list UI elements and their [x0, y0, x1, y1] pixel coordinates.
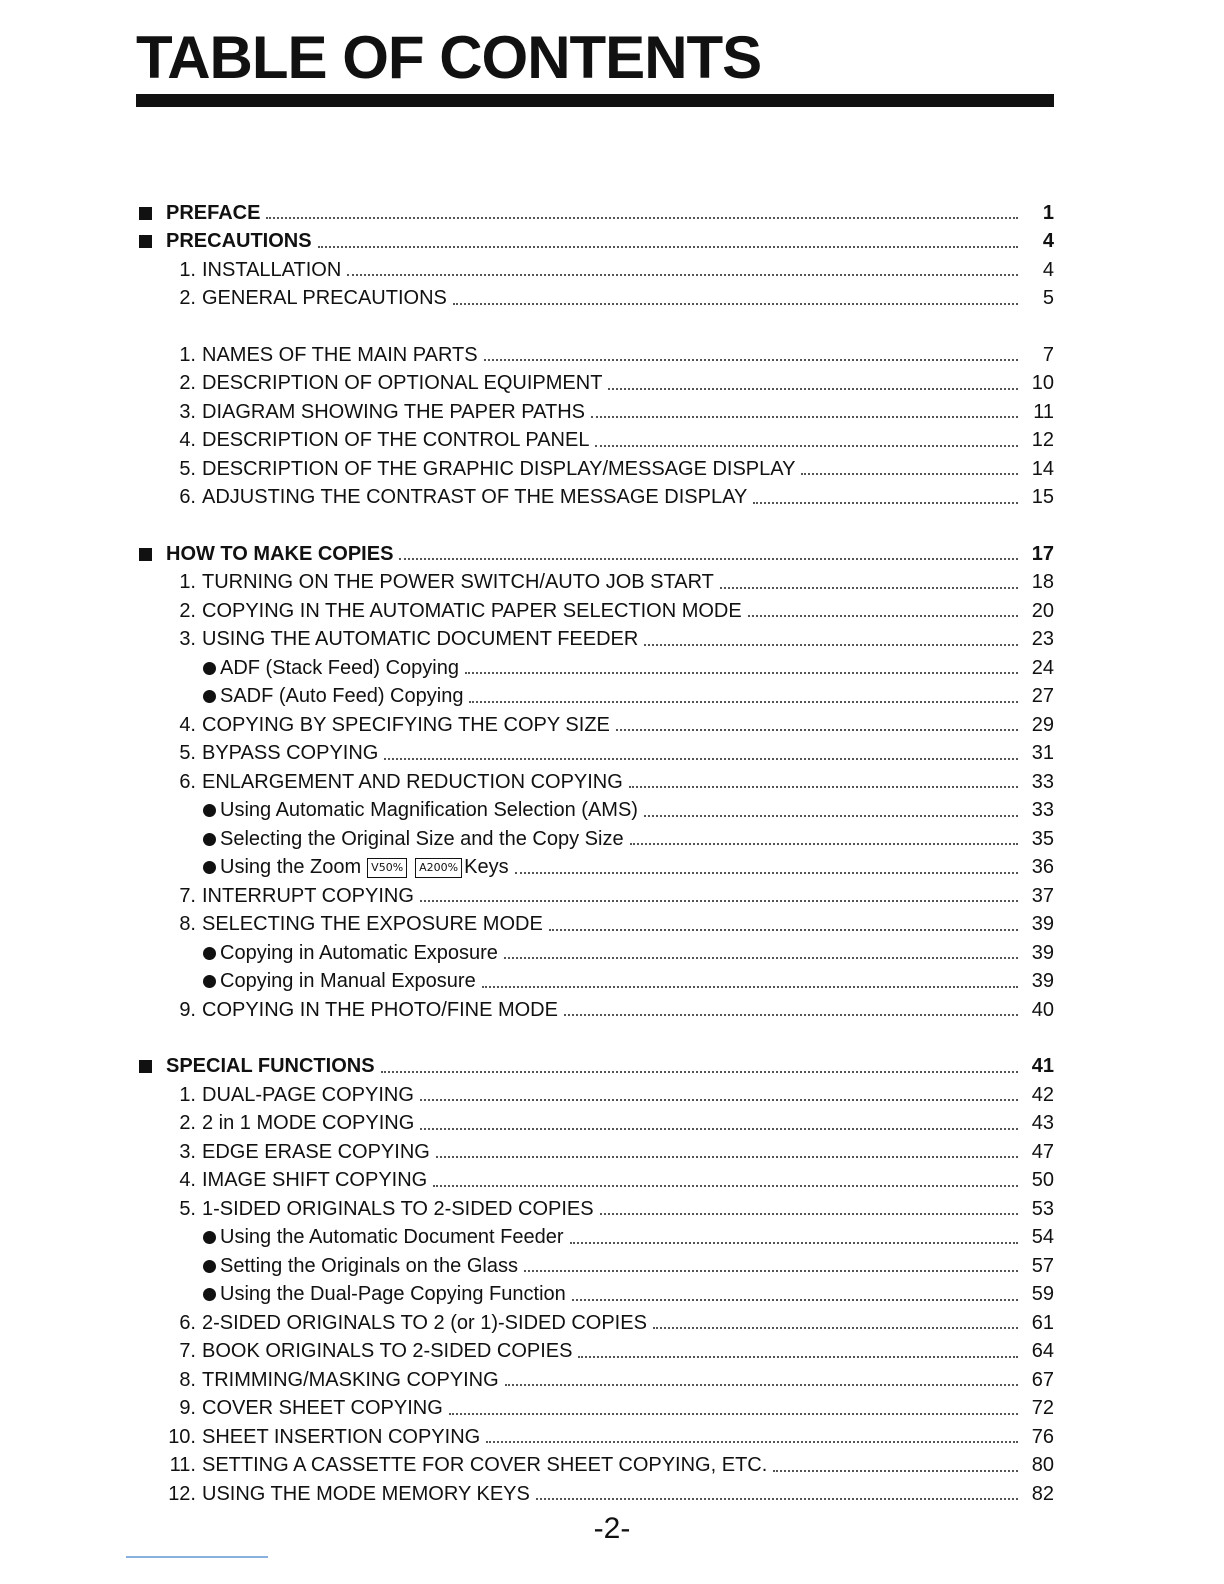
round-bullet-icon	[203, 1231, 216, 1244]
entry-number: 3.	[179, 1140, 196, 1163]
entry-page-number: 80	[1031, 1454, 1054, 1477]
table-of-contents	[136, 199, 1054, 1509]
entry-number: 5.	[179, 742, 196, 765]
toc-entry	[136, 854, 1054, 883]
toc-entry	[136, 1395, 1054, 1424]
entry-page-number: 59	[1031, 1283, 1054, 1306]
entry-page-number: 10	[1031, 372, 1054, 395]
toc-entry	[136, 1110, 1054, 1139]
entry-label: ENLARGEMENT AND REDUCTION COPYING	[202, 770, 623, 793]
entry-page-number: 36	[1031, 856, 1054, 879]
dot-leader	[420, 1128, 1018, 1130]
entry-page-number: 29	[1031, 713, 1054, 736]
entry-label: DESCRIPTION OF THE GRAPHIC DISPLAY/MESSAGE DISPLAY	[202, 457, 796, 480]
entry-page-number: 7	[1042, 343, 1054, 366]
entry-page-number: 41	[1031, 1055, 1054, 1078]
entry-page-number: 76	[1031, 1425, 1054, 1448]
entry-number: 1.	[179, 571, 196, 594]
toc-entry	[136, 882, 1054, 911]
square-bullet-icon	[139, 207, 152, 220]
entry-page-number: 5	[1042, 287, 1054, 310]
dot-leader	[564, 1014, 1018, 1016]
round-bullet-icon	[203, 1260, 216, 1273]
entry-page-number: 40	[1031, 998, 1054, 1021]
round-bullet-icon	[203, 947, 216, 960]
round-bullet-icon	[203, 861, 216, 874]
round-bullet-icon	[203, 690, 216, 703]
page-number: -2-	[593, 1512, 631, 1545]
entry-page-number: 4	[1042, 230, 1054, 253]
dot-leader	[629, 786, 1018, 788]
toc-entry	[136, 1281, 1054, 1310]
dot-leader	[653, 1327, 1018, 1329]
round-bullet-icon	[203, 833, 216, 846]
entry-label: ADF (Stack Feed) Copying	[220, 656, 459, 679]
dot-leader	[720, 587, 1018, 589]
entry-label: DIAGRAM SHOWING THE PAPER PATHS	[202, 400, 586, 423]
zoom-reduce-key-icon: V50%	[367, 858, 407, 878]
dot-leader	[486, 1441, 1018, 1443]
toc-entry	[136, 455, 1054, 484]
dot-leader	[433, 1185, 1018, 1187]
entry-number: 3.	[179, 400, 196, 423]
dot-leader	[399, 558, 1018, 560]
entry-page-number: 72	[1031, 1397, 1054, 1420]
entry-number: 5.	[179, 1197, 196, 1220]
toc-entry	[136, 939, 1054, 968]
entry-page-number: 33	[1031, 799, 1054, 822]
entry-page-number: 23	[1031, 628, 1054, 651]
entry-number: 6.	[179, 1311, 196, 1334]
entry-label: TURNING ON THE POWER SWITCH/AUTO JOB START	[202, 571, 714, 594]
entry-page-number: 50	[1031, 1169, 1054, 1192]
entry-label: SADF (Auto Feed) Copying	[220, 685, 464, 708]
entry-number: 2.	[179, 287, 196, 310]
entry-page-number: 27	[1031, 685, 1054, 708]
entry-label: TRIMMING/MASKING COPYING	[202, 1368, 499, 1391]
entry-label: COPYING IN THE AUTOMATIC PAPER SELECTION MODE	[202, 599, 742, 622]
toc-entry	[136, 427, 1054, 456]
entry-label: USING THE AUTOMATIC DOCUMENT FEEDER	[202, 628, 639, 651]
entry-label: 2-SIDED ORIGINALS TO 2 (or 1)-SIDED COPIES	[202, 1311, 647, 1334]
square-bullet-icon	[139, 548, 152, 561]
toc-entry	[136, 1138, 1054, 1167]
dot-leader	[570, 1242, 1018, 1244]
dot-leader	[616, 729, 1018, 731]
toc-entry	[136, 654, 1054, 683]
entry-number: 4.	[179, 1169, 196, 1192]
entry-number: 10.	[168, 1425, 196, 1448]
toc-entry	[136, 968, 1054, 997]
entry-label: COPYING IN THE PHOTO/FINE MODE	[202, 998, 558, 1021]
dot-leader	[453, 303, 1018, 305]
round-bullet-icon	[203, 662, 216, 675]
entry-number: 9.	[179, 1397, 196, 1420]
entry-number: 3.	[179, 628, 196, 651]
entry-label: 2 in 1 MODE COPYING	[202, 1112, 415, 1135]
entry-label: 1-SIDED ORIGINALS TO 2-SIDED COPIES	[202, 1197, 594, 1220]
dot-leader	[753, 502, 1018, 504]
entry-page-number: 4	[1042, 258, 1054, 281]
entry-page-number: 12	[1031, 429, 1054, 452]
entry-page-number: 64	[1031, 1340, 1054, 1363]
entry-number: 2.	[179, 1112, 196, 1135]
entry-label: Using the Automatic Document Feeder	[220, 1226, 564, 1249]
entry-label: BOOK ORIGINALS TO 2-SIDED COPIES	[202, 1340, 573, 1363]
entry-page-number: 39	[1031, 970, 1054, 993]
entry-label: PREFACE	[166, 201, 261, 224]
footer-rule	[126, 1556, 268, 1558]
entry-page-number: 24	[1031, 656, 1054, 679]
entry-label: EDGE ERASE COPYING	[202, 1140, 430, 1163]
dot-leader	[504, 957, 1018, 959]
toc-entry	[136, 797, 1054, 826]
square-bullet-icon	[139, 1060, 152, 1073]
entry-number: 11.	[169, 1454, 196, 1477]
entry-page-number: 11	[1033, 400, 1054, 423]
zoom-enlarge-key-icon: A200%	[415, 858, 462, 878]
entry-number: 9.	[179, 998, 196, 1021]
toc-entry	[136, 1309, 1054, 1338]
dot-leader	[484, 359, 1018, 361]
dot-leader	[515, 872, 1018, 874]
entry-number: 12.	[168, 1482, 196, 1505]
entry-page-number: 82	[1031, 1482, 1054, 1505]
dot-leader	[595, 445, 1018, 447]
entry-number: 6.	[179, 486, 196, 509]
entry-label: GENERAL PRECAUTIONS	[202, 287, 447, 310]
entry-label: DUAL-PAGE COPYING	[202, 1083, 414, 1106]
toc-entry	[136, 341, 1054, 370]
entry-page-number: 14	[1031, 457, 1054, 480]
toc-entry	[136, 626, 1054, 655]
dot-leader	[266, 217, 1018, 219]
entry-label: PRECAUTIONS	[166, 230, 312, 253]
entry-page-number: 18	[1031, 571, 1054, 594]
dot-leader	[536, 1498, 1018, 1500]
dot-leader	[572, 1299, 1018, 1301]
entry-label: SELECTING THE EXPOSURE MODE	[202, 913, 543, 936]
entry-page-number: 37	[1031, 884, 1054, 907]
entry-label: Using Automatic Magnification Selection (AMS)	[220, 799, 638, 822]
entry-page-number: 20	[1031, 599, 1054, 622]
toc-entry	[136, 1366, 1054, 1395]
round-bullet-icon	[203, 804, 216, 817]
dot-leader	[381, 1071, 1018, 1073]
toc-entry	[136, 711, 1054, 740]
entry-page-number: 57	[1031, 1254, 1054, 1277]
toc-entry	[136, 199, 1054, 228]
entry-page-number: 67	[1031, 1368, 1054, 1391]
dot-leader	[608, 388, 1018, 390]
entry-label: COPYING BY SPECIFYING THE COPY SIZE	[202, 713, 610, 736]
entry-label: HOW TO MAKE COPIES	[166, 542, 394, 565]
dot-leader	[347, 274, 1018, 276]
toc-entry	[136, 484, 1054, 513]
toc-entry	[136, 256, 1054, 285]
dot-leader	[482, 986, 1018, 988]
entry-label: INSTALLATION	[202, 258, 342, 281]
entry-number: 7.	[179, 884, 196, 907]
square-bullet-icon	[139, 235, 152, 248]
entry-page-number: 31	[1031, 742, 1054, 765]
entry-number: 8.	[179, 913, 196, 936]
entry-number: 1.	[179, 258, 196, 281]
entry-label: Setting the Originals on the Glass	[220, 1254, 518, 1277]
toc-entry	[136, 768, 1054, 797]
toc-entry	[136, 398, 1054, 427]
entry-page-number: 53	[1031, 1197, 1054, 1220]
dot-leader	[630, 843, 1018, 845]
entry-label: SHEET INSERTION COPYING	[202, 1425, 481, 1448]
toc-entry	[136, 540, 1054, 569]
dot-leader	[449, 1413, 1018, 1415]
entry-number: 4.	[179, 429, 196, 452]
dot-leader	[465, 672, 1018, 674]
dot-leader	[469, 701, 1018, 703]
dot-leader	[318, 246, 1018, 248]
dot-leader	[644, 815, 1018, 817]
toc-entry	[136, 1224, 1054, 1253]
toc-entry	[136, 285, 1054, 314]
entry-label: BYPASS COPYING	[202, 742, 379, 765]
entry-page-number: 39	[1031, 941, 1054, 964]
round-bullet-icon	[203, 975, 216, 988]
dot-leader	[578, 1356, 1018, 1358]
entry-number: 2.	[179, 599, 196, 622]
dot-leader	[600, 1213, 1018, 1215]
entry-page-number: 33	[1031, 770, 1054, 793]
entry-label: Copying in Manual Exposure	[220, 970, 476, 993]
entry-label: USING THE MODE MEMORY KEYS	[202, 1482, 530, 1505]
entry-page-number: 39	[1031, 913, 1054, 936]
entry-page-number: 15	[1031, 486, 1054, 509]
toc-entry	[136, 911, 1054, 940]
entry-page-number: 61	[1031, 1311, 1054, 1334]
entry-label: Selecting the Original Size and the Copy Size	[220, 827, 624, 850]
entry-label: SETTING A CASSETTE FOR COVER SHEET COPYING, ETC.	[202, 1454, 768, 1477]
entry-label: NAMES OF THE MAIN PARTS	[202, 343, 478, 366]
entry-label: ADJUSTING THE CONTRAST OF THE MESSAGE DISPLAY	[202, 486, 748, 509]
entry-page-number: 42	[1031, 1083, 1054, 1106]
dot-leader	[773, 1470, 1018, 1472]
toc-entry	[136, 597, 1054, 626]
entry-number: 4.	[179, 713, 196, 736]
toc-entry	[136, 683, 1054, 712]
entry-number: 2.	[179, 372, 196, 395]
toc-entry	[136, 1423, 1054, 1452]
toc-entry	[136, 996, 1054, 1025]
entry-number: 1.	[179, 1083, 196, 1106]
dot-leader	[420, 1099, 1018, 1101]
entry-label: DESCRIPTION OF THE CONTROL PANEL	[202, 429, 590, 452]
toc-entry	[136, 1081, 1054, 1110]
entry-label: DESCRIPTION OF OPTIONAL EQUIPMENT	[202, 372, 603, 395]
toc-entry	[136, 1338, 1054, 1367]
toc-entry	[136, 569, 1054, 598]
entry-label: IMAGE SHIFT COPYING	[202, 1169, 428, 1192]
dot-leader	[524, 1270, 1018, 1272]
dot-leader	[644, 644, 1018, 646]
entry-page-number: 43	[1031, 1112, 1054, 1135]
entry-page-number: 17	[1031, 542, 1054, 565]
entry-number: 8.	[179, 1368, 196, 1391]
entry-number: 1.	[179, 343, 196, 366]
entry-number: 6.	[179, 770, 196, 793]
entry-label: INTERRUPT COPYING	[202, 884, 414, 907]
dot-leader	[748, 615, 1018, 617]
dot-leader	[801, 473, 1018, 475]
entry-number: 7.	[179, 1340, 196, 1363]
dot-leader	[436, 1156, 1018, 1158]
entry-label: Using the Dual-Page Copying Function	[220, 1283, 566, 1306]
toc-entry	[136, 1195, 1054, 1224]
page-title: TABLE OF CONTENTS	[136, 24, 762, 91]
entry-label: SPECIAL FUNCTIONS	[166, 1055, 375, 1078]
toc-entry	[136, 1053, 1054, 1082]
title-rule	[136, 94, 1054, 107]
toc-entry	[136, 740, 1054, 769]
toc-entry	[136, 228, 1054, 257]
dot-leader	[420, 900, 1018, 902]
dot-leader	[591, 416, 1018, 418]
round-bullet-icon	[203, 1288, 216, 1301]
entry-page-number: 47	[1031, 1140, 1054, 1163]
dot-leader	[549, 929, 1018, 931]
toc-entry	[136, 1167, 1054, 1196]
entry-page-number: 35	[1031, 827, 1054, 850]
entry-number: 5.	[179, 457, 196, 480]
toc-entry	[136, 825, 1054, 854]
entry-label-suffix: Keys	[464, 856, 509, 879]
entry-page-number: 54	[1031, 1226, 1054, 1249]
dot-leader	[384, 758, 1018, 760]
entry-label: Using the Zoom	[220, 856, 362, 879]
toc-entry	[136, 370, 1054, 399]
toc-entry	[136, 1480, 1054, 1509]
dot-leader	[505, 1384, 1018, 1386]
entry-label: COVER SHEET COPYING	[202, 1397, 443, 1420]
toc-entry	[136, 1452, 1054, 1481]
entry-page-number: 1	[1042, 201, 1054, 224]
entry-label: Copying in Automatic Exposure	[220, 941, 498, 964]
toc-entry	[136, 1252, 1054, 1281]
